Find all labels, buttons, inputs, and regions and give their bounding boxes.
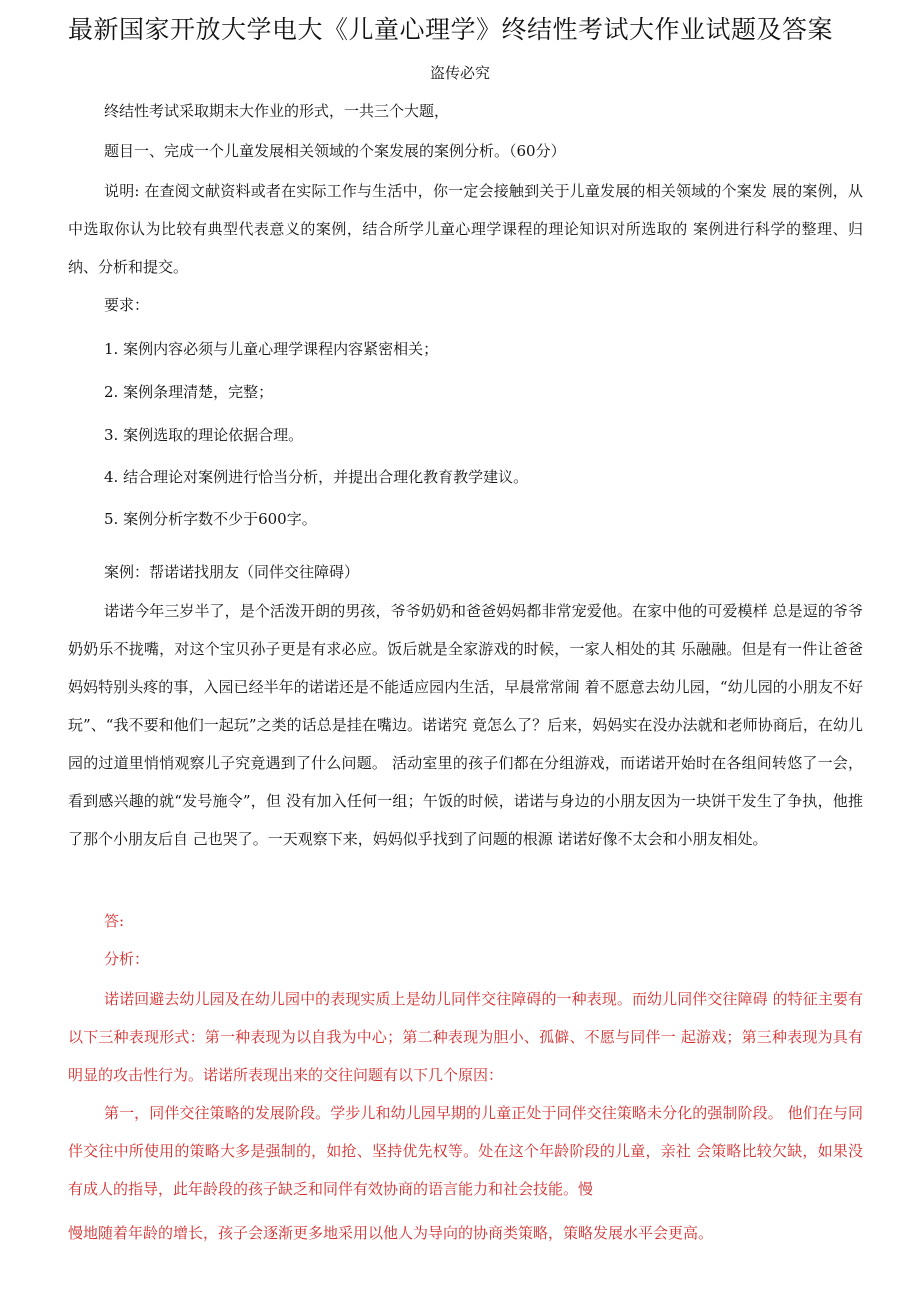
intro-paragraph: 终结性考试采取期末大作业的形式，一共三个大题， <box>104 102 450 120</box>
analysis-paragraph-3: 慢地随着年龄的增长，孩子会逐渐更多地采用以他人为导向的协商类策略，策略发展水平会更高。 <box>68 1224 714 1242</box>
document-subtitle: 盗传必究 <box>429 64 490 82</box>
document-title: 最新国家开放大学电大《儿童心理学》终结性考试大作业试题及答案 <box>68 15 834 44</box>
requirement-item: 3. 案例选取的理论依据合理。 <box>104 426 304 444</box>
case-paragraph: 诺诺今年三岁半了，是个活泼开朗的男孩，爷爷奶奶和爸爸妈妈都非常宠爱他。在家中他的可爱模样 总是逗的爷爷奶奶乐不拢嘴，对这个宝贝孙子更是有求必应。饭后就是全家游戏的时候，一家人相处的其 乐融融。但是有一件让爸爸妈妈特别头疼的事，入园已经半年的诺诺还是不能适应园内生活，早晨常常闹 着不愿意去幼儿园，“幼儿园的小朋友不好玩”、“我不要和他们一起玩”之类的话总是挂在嘴边。诺诺究 竟怎么了？后来，妈妈实在没办法就和老师协商后，在幼儿园的过道里悄悄观察儿子究竟遇到了什么问题。 活动室里的孩子们都在分组游戏，而诺诺开始时在各组间转悠了一会，看到感兴趣的就“发号施令”，但 没有加入任何一组；午饭的时候，诺诺与身边的小朋友因为一块饼干发生了争执，他推了那个小朋友后自 己也哭了。一天观察下来，妈妈似乎找到了问题的根源 诺诺好像不太会和小朋友相处。 <box>68 602 863 848</box>
explanation-paragraph: 说明: 在查阅文献资料或者在实际工作与生活中，你一定会接触到关于儿童发展的相关领域的个案发 展的案例，从中选取你认为比较有典型代表意义的案例，结合所学儿童心理学课程的理论知识对所选取的 案例进行科学的整理、归纳、分析和提交。 <box>68 182 863 276</box>
question-one: 题目一、完成一个儿童发展相关领域的个案发展的案例分析。（60分） <box>104 142 566 160</box>
requirement-item: 4. 结合理论对案例进行恰当分析，并提出合理化教育教学建议。 <box>104 468 529 486</box>
requirement-item: 2. 案例条理清楚，完整； <box>104 383 274 401</box>
analysis-paragraph-2: 第一，同伴交往策略的发展阶段。学步儿和幼儿园早期的儿童正处于同伴交往策略未分化的强制阶段。 他们在与同伴交往中所使用的策略大多是强制的，如抢、坚持优先权等。处在这个年龄阶段的儿童，亲社 会策略比较欠缺，如果没有成人的指导，此年龄段的孩子缺乏和同伴有效协商的语言能力和社会技能。慢 <box>68 1104 863 1198</box>
analysis-label: 分析： <box>104 950 150 968</box>
answer-label: 答: <box>104 912 125 930</box>
requirement-item: 5. 案例分析字数不少于600字。 <box>104 510 317 528</box>
requirement-item: 1. 案例内容必须与儿童心理学课程内容紧密相关； <box>104 340 439 358</box>
analysis-paragraph-1: 诺诺回避去幼儿园及在幼儿园中的表现实质上是幼儿同伴交往障碍的一种表现。而幼儿同伴交往障碍 的特征主要有以下三种表现形式：第一种表现为以自我为中心；第二种表现为胆小、孤僻、不愿与同伴一 起游戏；第三种表现为具有明显的攻击性行为。诺诺所表现出来的交往问题有以下几个原因： <box>68 990 863 1084</box>
requirements-label: 要求： <box>104 296 150 314</box>
case-title: 案例：帮诺诺找朋友（同伴交往障碍） <box>104 563 360 581</box>
